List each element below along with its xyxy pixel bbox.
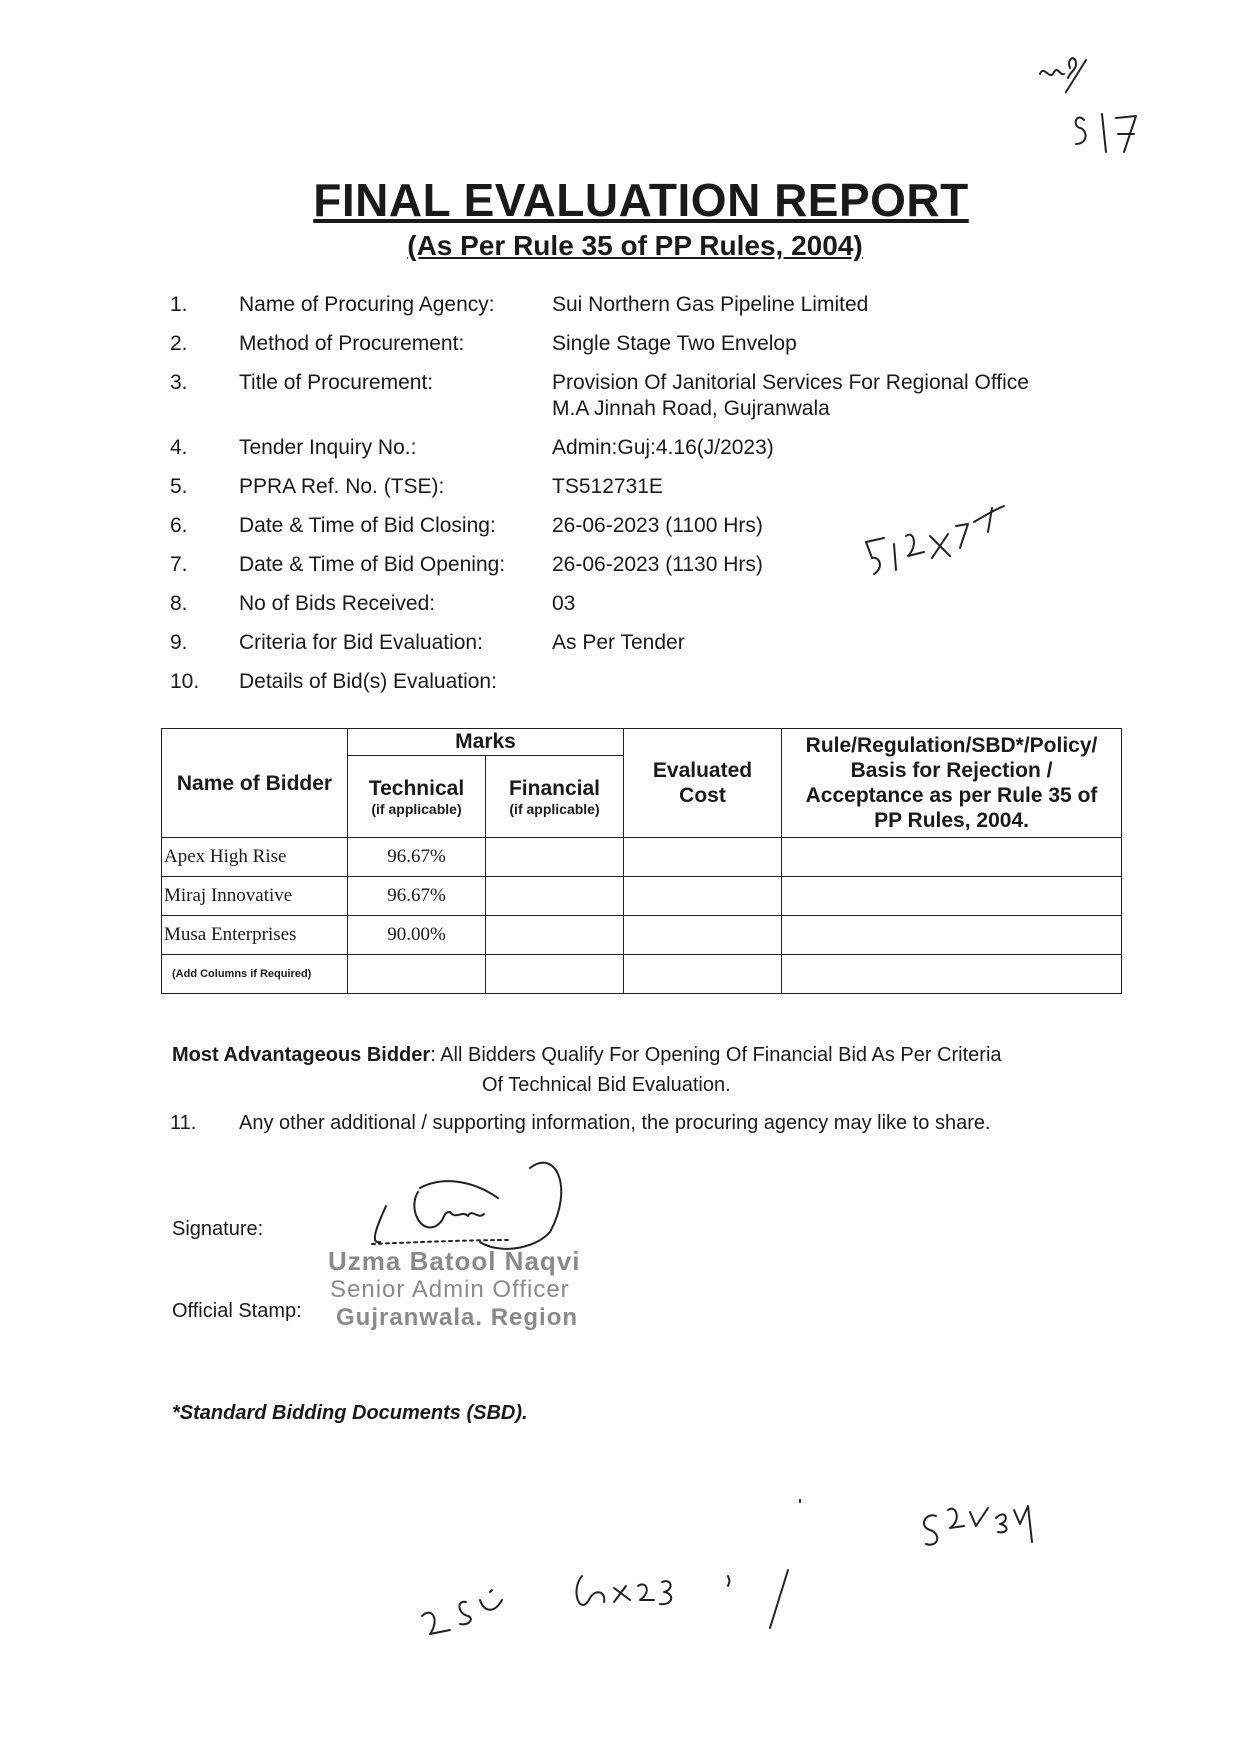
bidder-name: Apex High Rise [162, 838, 348, 877]
footnote: *Standard Bidding Documents (SBD). [172, 1402, 528, 1424]
detail-label: Date & Time of Bid Closing: [239, 514, 496, 537]
detail-label: No of Bids Received: [239, 592, 436, 615]
detail-number: 9. [170, 631, 188, 654]
detail-number: 5. [170, 475, 188, 498]
official-stamp [328, 1246, 581, 1332]
value-line: 26-06-2023 (1130 Hrs) [552, 553, 763, 576]
header-evaluated-cost: Evaluated Cost [624, 729, 782, 838]
signature-label: Signature: [172, 1218, 264, 1240]
detail-number: 8. [170, 592, 188, 615]
detail-item-11 [170, 1110, 991, 1136]
official-stamp-label: Official Stamp: [172, 1300, 302, 1322]
empty-cell [782, 955, 1122, 994]
most-advantageous-bidder [172, 1040, 1122, 1100]
evaluated-cost [624, 838, 782, 877]
detail-value [552, 435, 1110, 461]
rule-basis [782, 916, 1122, 955]
value-line: TS512731E [552, 475, 663, 498]
report-subtitle: (As Per Rule 35 of PP Rules, 2004) [407, 230, 863, 261]
detail-label: PPRA Ref. No. (TSE): [239, 475, 445, 498]
empty-cell [486, 955, 624, 994]
detail-value [552, 292, 1110, 318]
detail-label: Any other additional / supporting information, the procuring agency may like to share. [239, 1112, 991, 1134]
detail-label: Details of Bid(s) Evaluation: [239, 670, 497, 693]
detail-item [170, 331, 1110, 357]
financial-score [486, 916, 624, 955]
details-list [170, 292, 1110, 708]
detail-value [552, 591, 1110, 617]
detail-label: Title of Procurement: [239, 371, 434, 394]
header-financial [486, 755, 624, 837]
handwritten-note-top-right [1036, 52, 1156, 152]
header-name-of-bidder: Name of Bidder [162, 729, 348, 838]
bidder-name: Musa Enterprises [162, 916, 348, 955]
table-row [162, 877, 1122, 916]
header-financial-note: (if applicable) [509, 800, 600, 817]
advantageous-text-continued: Of Technical Bid Evaluation. [482, 1074, 731, 1096]
detail-value [552, 474, 1110, 500]
stamp-region: Gujranwala. Region [336, 1304, 579, 1331]
detail-item [170, 552, 1110, 578]
detail-number: 11. [170, 1112, 197, 1134]
header-marks: Marks [348, 729, 624, 756]
table-row-add-columns [162, 955, 1122, 994]
detail-item [170, 591, 1110, 617]
detail-number: 1. [170, 293, 188, 316]
detail-value [552, 669, 1110, 695]
value-line: Single Stage Two Envelop [552, 332, 797, 355]
detail-number: 3. [170, 371, 188, 394]
detail-value [552, 630, 1110, 656]
empty-cell [624, 955, 782, 994]
detail-label: Name of Procuring Agency: [239, 293, 495, 316]
detail-value [552, 331, 1110, 357]
detail-label: Date & Time of Bid Opening: [239, 553, 506, 576]
detail-item [170, 292, 1110, 318]
technical-score: 96.67% [348, 877, 486, 916]
table-row [162, 916, 1122, 955]
detail-number: 7. [170, 553, 188, 576]
handwritten-note-bottom [410, 1520, 1090, 1660]
value-line: Admin:Guj:4.16(J/2023) [552, 436, 774, 459]
evaluated-cost [624, 877, 782, 916]
detail-value [552, 370, 1110, 422]
value-line: Provision Of Janitorial Services For Regional Office [552, 371, 1029, 394]
rule-basis [782, 838, 1122, 877]
detail-item [170, 370, 1110, 422]
value-line: Sui Northern Gas Pipeline Limited [552, 293, 869, 316]
advantageous-heading: Most Advantageous Bidder [172, 1044, 431, 1066]
advantageous-text: : All Bidders Qualify For Opening Of Financial Bid As Per Criteria [430, 1044, 1002, 1066]
detail-value [552, 552, 1110, 578]
header-financial-label: Financial [508, 776, 601, 800]
detail-label: Tender Inquiry No.: [239, 436, 417, 459]
technical-score: 90.00% [348, 916, 486, 955]
detail-number: 2. [170, 332, 188, 355]
report-title: FINAL EVALUATION REPORT [313, 174, 969, 226]
detail-item [170, 513, 1110, 539]
detail-item [170, 435, 1110, 461]
evaluated-cost [624, 916, 782, 955]
stamp-designation: Senior Admin Officer [330, 1276, 570, 1303]
detail-item [170, 474, 1110, 500]
value-line: 26-06-2023 (1100 Hrs) [552, 514, 763, 537]
technical-score: 96.67% [348, 838, 486, 877]
table-row [162, 838, 1122, 877]
value-line: 03 [552, 592, 576, 615]
bidder-name: Miraj Innovative [162, 877, 348, 916]
value-line: As Per Tender [552, 631, 685, 654]
header-technical-label: Technical [368, 776, 465, 800]
header-rule-basis: Rule/Regulation/SBD*/Policy/ Basis for Rejection / Acceptance as per Rule 35 of PP Rules, 2004. [782, 729, 1122, 838]
bid-evaluation-table [161, 728, 1122, 994]
header-technical-note: (if applicable) [371, 800, 462, 817]
rule-basis [782, 877, 1122, 916]
detail-number: 4. [170, 436, 188, 459]
detail-label: Criteria for Bid Evaluation: [239, 631, 483, 654]
header-technical [348, 755, 486, 837]
value-line: M.A Jinnah Road, Gujranwala [552, 397, 830, 420]
detail-number: 6. [170, 514, 188, 537]
detail-item [170, 669, 1110, 695]
financial-score [486, 838, 624, 877]
detail-label: Method of Procurement: [239, 332, 465, 355]
detail-item [170, 630, 1110, 656]
detail-number: 10. [170, 670, 200, 693]
add-columns-note: (Add Columns if Required) [162, 955, 348, 994]
detail-value [552, 513, 1110, 539]
empty-cell [348, 955, 486, 994]
financial-score [486, 877, 624, 916]
stamp-name: Uzma Batool Naqvi [328, 1246, 581, 1276]
